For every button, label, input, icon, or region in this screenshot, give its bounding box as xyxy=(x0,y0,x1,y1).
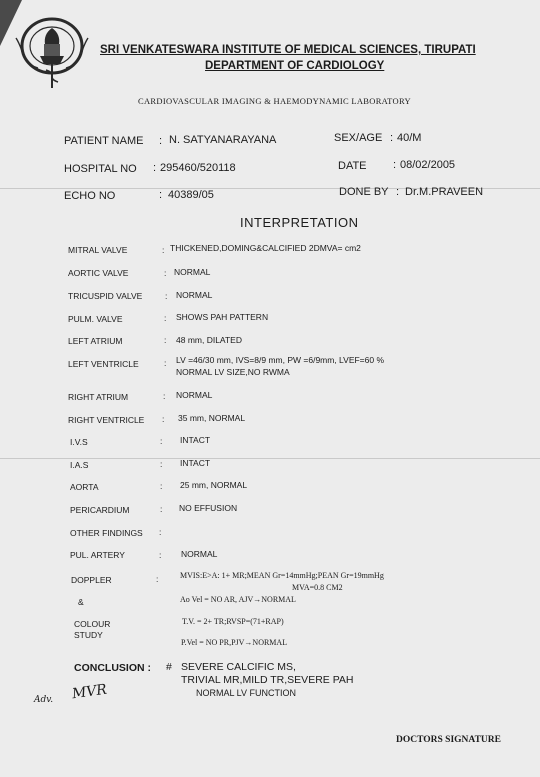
handwritten-mvr: MVR xyxy=(71,681,108,703)
handwritten-adv: Adv. xyxy=(34,695,54,705)
left-ventricle-line1: LV =46/30 mm, IVS=8/9 mm, PW =6/9mm, LVEF=60 % xyxy=(176,355,385,365)
pul-artery-separator: : xyxy=(159,550,162,560)
sex-age-separator: : xyxy=(390,132,394,144)
ivs-label: I.V.S xyxy=(70,437,88,447)
left-ventricle-separator: : xyxy=(164,358,167,368)
doppler-ao-line: Ao Vel = NO AR, AJV→NORMAL xyxy=(180,595,296,604)
conclusion-hash: # xyxy=(166,661,172,673)
other-findings-separator: : xyxy=(159,527,162,537)
doppler-label: DOPPLER xyxy=(71,575,112,585)
study-label: STUDY xyxy=(74,630,103,640)
mitral-valve-label: MITRAL VALVE xyxy=(68,245,128,255)
hospital-no-label: HOSPITAL NO xyxy=(64,163,137,175)
mitral-valve-value: THICKENED,DOMING&CALCIFIED 2DMVA= cm2 xyxy=(170,243,361,253)
conclusion-line3: NORMAL LV FUNCTION xyxy=(196,688,297,698)
left-ventricle-label: LEFT VENTRICLE xyxy=(68,359,139,369)
aortic-valve-value: NORMAL xyxy=(174,267,211,277)
doppler-mv-line: MVIS:E>A: 1+ MR;MEAN Gr=14mmHg;PEAN Gr=19mmHg xyxy=(180,571,384,580)
ias-value: INTACT xyxy=(180,458,211,468)
doppler-ampersand: & xyxy=(78,597,84,607)
paper-fold xyxy=(0,458,540,459)
right-atrium-value: NORMAL xyxy=(176,390,213,400)
pul-artery-value: NORMAL xyxy=(181,549,218,559)
doppler-mva-line: MVA=0.8 CM2 xyxy=(292,583,343,592)
aorta-value: 25 mm, NORMAL xyxy=(180,480,248,490)
done-by-label: DONE BY xyxy=(339,186,389,198)
doctors-signature-label: DOCTORS SIGNATURE xyxy=(396,735,501,745)
patient-name-value: N. SATYANARAYANA xyxy=(169,134,277,146)
ivs-value: INTACT xyxy=(180,435,211,445)
patient-name-label: PATIENT NAME xyxy=(64,135,144,147)
right-ventricle-label: RIGHT VENTRICLE xyxy=(68,415,145,425)
right-atrium-label: RIGHT ATRIUM xyxy=(68,392,129,402)
date-value: 08/02/2005 xyxy=(400,159,456,171)
pericardium-label: PERICARDIUM xyxy=(70,505,130,515)
tricuspid-valve-separator: : xyxy=(165,291,168,301)
tricuspid-valve-value: NORMAL xyxy=(176,290,213,300)
hospital-no-separator: : xyxy=(153,162,157,174)
done-by-value: Dr.M.PRAVEEN xyxy=(405,186,484,198)
pulm-valve-label: PULM. VALVE xyxy=(68,314,123,324)
sex-age-value: 40/M xyxy=(397,132,422,144)
doppler-separator: : xyxy=(156,574,159,584)
left-atrium-separator: : xyxy=(164,335,167,345)
department-name: DEPARTMENT OF CARDIOLOGY xyxy=(205,60,385,72)
patient-name-separator: : xyxy=(159,135,163,147)
date-label: DATE xyxy=(338,160,367,172)
institute-name: SRI VENKATESWARA INSTITUTE OF MEDICAL SCIENCES, TIRUPATI xyxy=(100,44,476,56)
conclusion-line1: SEVERE CALCIFIC MS, xyxy=(181,661,296,673)
left-ventricle-line2: NORMAL LV SIZE,NO RWMA xyxy=(176,367,290,377)
doppler-tv-line: T.V. = 2+ TR;RVSP=(71+RAP) xyxy=(182,617,284,626)
echo-no-value: 40389/05 xyxy=(168,189,214,201)
right-atrium-separator: : xyxy=(163,391,166,401)
right-ventricle-separator: : xyxy=(162,414,165,424)
aorta-separator: : xyxy=(160,481,163,491)
left-atrium-value: 48 mm, DILATED xyxy=(176,335,242,345)
left-atrium-label: LEFT ATRIUM xyxy=(68,336,123,346)
date-separator: : xyxy=(393,159,397,171)
pericardium-value: NO EFFUSION xyxy=(179,503,238,513)
laboratory-name: CARDIOVASCULAR IMAGING & HAEMODYNAMIC LABORATORY xyxy=(138,96,411,106)
colour-label: COLOUR xyxy=(74,619,111,629)
aorta-label: AORTA xyxy=(70,482,99,492)
pulm-valve-separator: : xyxy=(164,313,167,323)
hospital-no-value: 295460/520118 xyxy=(160,162,236,174)
done-by-separator: : xyxy=(396,186,400,198)
doppler-pv-line: P.Vel = NO PR,PJV→NORMAL xyxy=(181,638,288,647)
echo-no-separator: : xyxy=(159,189,163,201)
aortic-valve-separator: : xyxy=(164,268,167,278)
pul-artery-label: PUL. ARTERY xyxy=(70,550,125,560)
ivs-separator: : xyxy=(160,436,163,446)
aortic-valve-label: AORTIC VALVE xyxy=(68,268,129,278)
conclusion-label: CONCLUSION : xyxy=(74,662,151,674)
tricuspid-valve-label: TRICUSPID VALVE xyxy=(68,291,143,301)
ias-separator: : xyxy=(160,459,163,469)
interpretation-heading: INTERPRETATION xyxy=(240,215,359,230)
ias-label: I.A.S xyxy=(70,460,89,470)
svims-emblem-logo xyxy=(10,8,96,92)
echo-no-label: ECHO NO xyxy=(64,190,116,202)
pulm-valve-value: SHOWS PAH PATTERN xyxy=(176,312,269,322)
pericardium-separator: : xyxy=(160,504,163,514)
sex-age-label: SEX/AGE xyxy=(334,132,383,144)
conclusion-line2: TRIVIAL MR,MILD TR,SEVERE PAH xyxy=(181,674,354,686)
right-ventricle-value: 35 mm, NORMAL xyxy=(178,413,246,423)
other-findings-label: OTHER FINDINGS xyxy=(70,528,143,538)
mitral-valve-separator: : xyxy=(162,245,165,255)
